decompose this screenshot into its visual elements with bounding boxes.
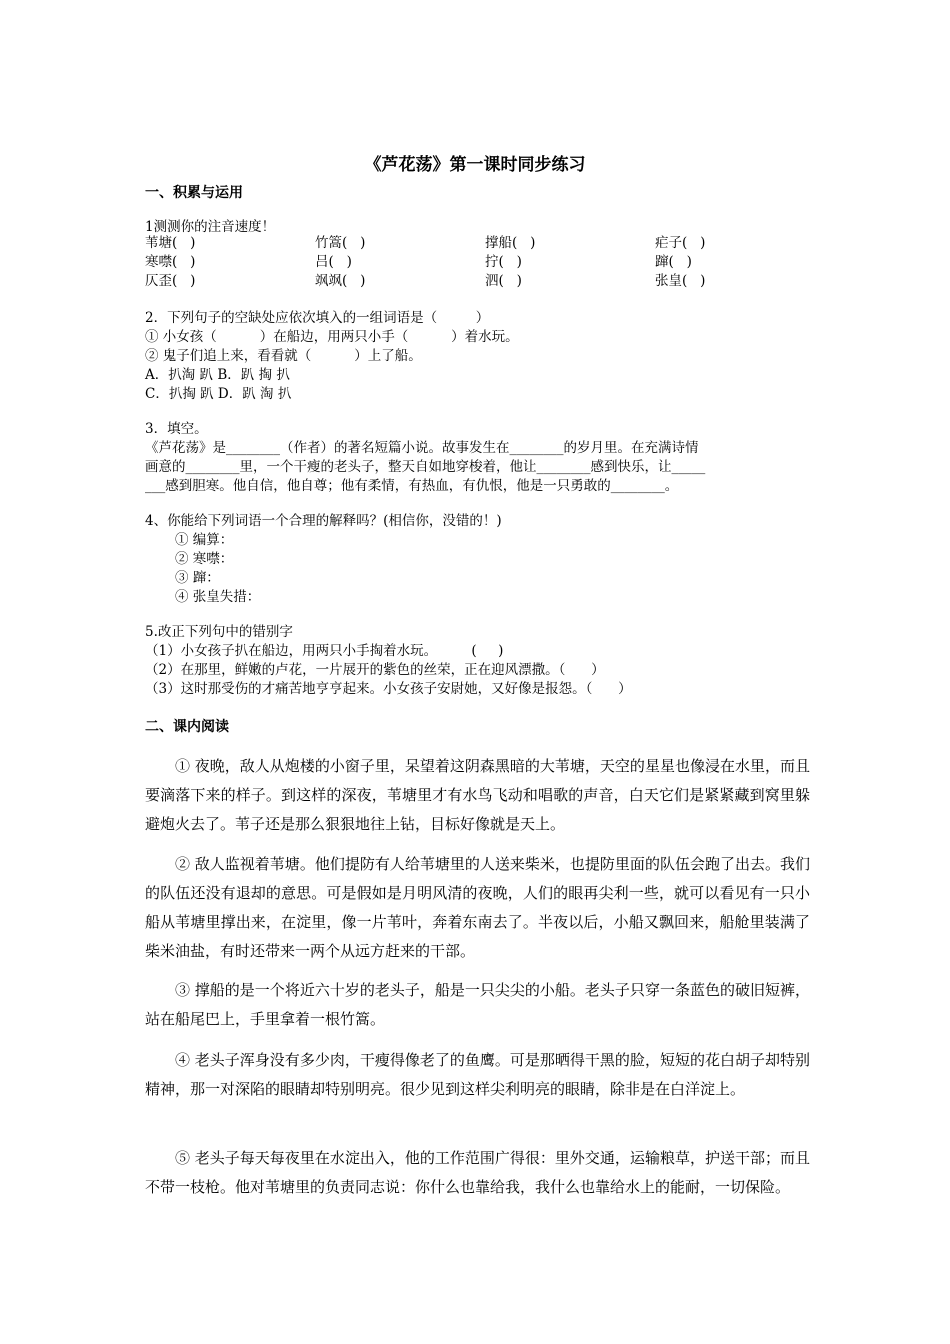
q2-options-cd: C．扒掏 趴 D．趴 淘 扒 [145, 386, 292, 402]
reading-paragraph-3: ③ 撑船的是一个将近六十岁的老头子，船是一只尖尖的小船。老头子只穿一条蓝色的破旧短裤，站在船尾巴上，手里拿着一根竹篙。 [145, 981, 810, 1028]
pinyin-item: 拧( ) [485, 254, 522, 270]
pinyin-row [145, 272, 765, 291]
q2-sentence-2: ② 鬼子们追上来，看看就（ ）上了船。 [145, 348, 422, 364]
reading-paragraph-2: ② 敌人监视着苇塘。他们提防有人给苇塘里的人送来柴米，也提防里面的队伍会跑了出去。我们的队伍还没有退却的意思。可是假如是月明风清的夜晚，人们的眼再尖利一些，就可以看见有一只小船从苇塘里撑出来，在淀里，像一片苇叶，奔着东南去了。半夜以后，小船又飘回来，船舱里装满了柴米油盐，有时还带来一两个从远方赶来的干部。 [145, 855, 810, 960]
reading-paragraph-4: ④ 老头子浑身没有多少肉，干瘦得像老了的鱼鹰。可是那晒得干黑的脸，短短的花白胡子却特别精神，那一对深陷的眼睛却特别明亮。很少见到这样尖利明亮的眼睛，除非是在白洋淀上。 [145, 1051, 810, 1098]
q1-prompt: 1测测你的注音速度！ [145, 219, 276, 235]
q2-sentence-1: ① 小女孩（ ）在船边，用两只小手（ ）着水玩。 [145, 329, 519, 345]
section-heading-1: 一、积累与运用 [145, 185, 243, 201]
q4-item: ④ 张皇失措： [175, 589, 261, 605]
pinyin-item: 撑船( ) [485, 235, 536, 251]
pinyin-item: 竹篙( ) [315, 235, 366, 251]
pinyin-item: 仄歪( ) [145, 273, 196, 289]
q5-item: （2）在那里，鲜嫩的卢花，一片展开的紫色的丝荣，正在迎风漂撒。（ ） [145, 662, 605, 678]
q2-prompt: 2．下列句子的空缺处应依次填入的一组词语是（ ） [145, 310, 490, 326]
q5-item: （3）这时那受伤的才痛苦地亨亨起来。小女孩子安尉她，又好像是报怨。（ ） [145, 681, 632, 697]
pinyin-item: 寒噤( ) [145, 254, 196, 270]
pinyin-item: 疟子( ) [655, 235, 706, 251]
pinyin-item: 飒飒( ) [315, 273, 366, 289]
q5-item: （1）小女孩子扒在船边，用两只小手掏着水玩。 ( ) [145, 643, 504, 659]
pinyin-row [145, 253, 765, 272]
q5-prompt: 5.改正下列句中的错别字 [145, 624, 293, 640]
pinyin-item: 苇塘( ) [145, 235, 196, 251]
q4-prompt: 4、你能给下列词语一个合理的解释吗？(相信你，没错的！) [145, 513, 502, 529]
q4-item: ② 寒噤： [175, 551, 234, 567]
pinyin-item: 泗( ) [485, 273, 522, 289]
q3-line-1: 《芦花荡》是________（作者）的著名短篇小说。故事发生在________的岁月里。在充满诗情 [145, 440, 699, 456]
section-heading-2: 二、课内阅读 [145, 719, 229, 735]
pinyin-item: 吕( ) [315, 254, 352, 270]
pinyin-row [145, 234, 765, 253]
pinyin-item: 蹿( ) [655, 254, 692, 270]
q2-options-ab: A．扒淘 趴 B．趴 掏 扒 [145, 367, 290, 383]
q3-line-3: ___感到胆寒。他自信，他自尊；他有柔情，有热血，有仇恨，他是一只勇敢的________。 [145, 478, 679, 494]
reading-paragraph-1: ① 夜晚，敌人从炮楼的小窗子里，呆望着这阴森黑暗的大苇塘，天空的星星也像浸在水里，而且要滴落下来的样子。到这样的深夜，苇塘里才有水鸟飞动和唱歌的声音，白天它们是紧紧藏到窝里躲避炮火去了。苇子还是那么狠狠地往上钻，目标好像就是天上。 [145, 757, 810, 833]
pinyin-grid [145, 234, 765, 291]
q4-item: ③ 蹿： [175, 570, 220, 586]
q3-prompt: 3．填空。 [145, 421, 208, 437]
page-title: 《芦花荡》第一课时同步练习 [364, 155, 586, 175]
pinyin-item: 张皇( ) [655, 273, 706, 289]
q3-line-2: 画意的________里，一个干瘦的老头子，整天自如地穿梭着，他让________感到快乐，让_____ [145, 459, 706, 475]
reading-paragraph-5: ⑤ 老头子每天每夜里在水淀出入，他的工作范围广得很：里外交通，运输粮草，护送干部；而且不带一枝枪。他对苇塘里的负责同志说：你什么也靠给我，我什么也靠给水上的能耐，一切保险。 [145, 1149, 810, 1196]
q4-item: ① 编算： [175, 532, 234, 548]
